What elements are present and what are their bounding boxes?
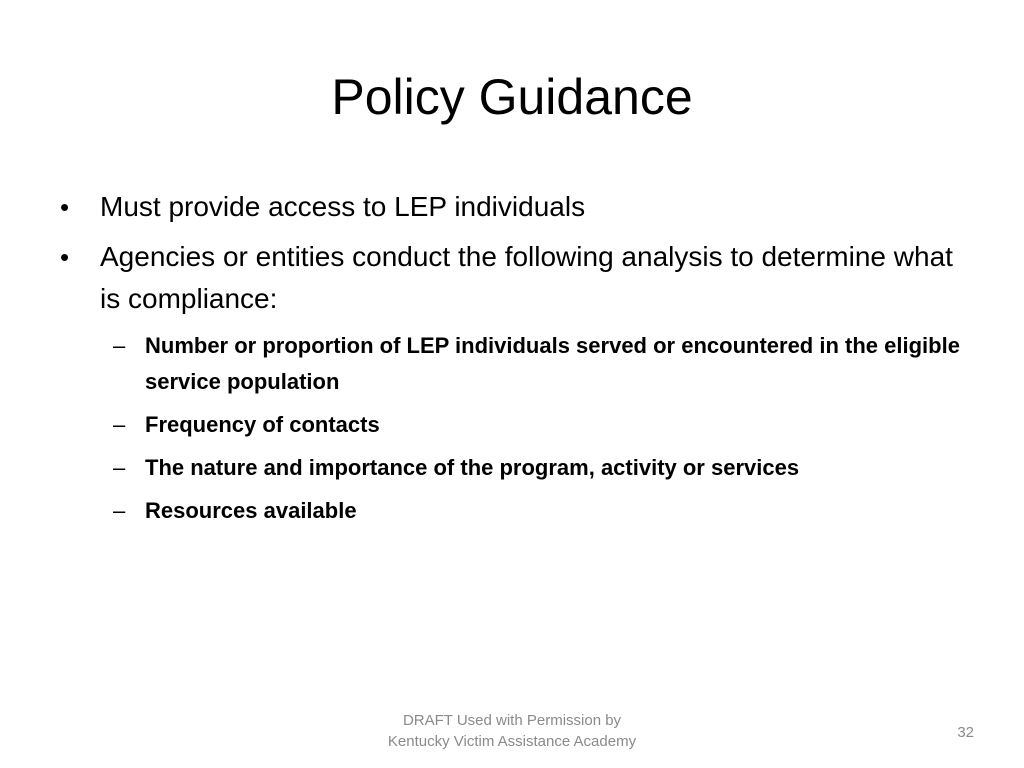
page-number: 32 bbox=[957, 724, 974, 741]
bullet-item bbox=[58, 236, 978, 320]
bullet-item bbox=[58, 186, 978, 228]
slide-body bbox=[58, 186, 978, 536]
footer-line-2: Kentucky Victim Assistance Academy bbox=[387, 733, 637, 750]
slide-footer bbox=[312, 710, 712, 752]
bullet-text: Agencies or entities conduct the following analysis to determine what is compliance: bbox=[100, 241, 953, 314]
dash-icon: – bbox=[113, 333, 126, 358]
sub-bullet-item bbox=[113, 450, 980, 486]
bullet-text: Must provide access to LEP individuals bbox=[100, 191, 586, 222]
slide-title: Policy Guidance bbox=[331, 69, 693, 125]
bullet-icon: • bbox=[60, 192, 70, 222]
sub-bullet-item bbox=[113, 407, 980, 443]
sub-bullet-item bbox=[113, 493, 980, 529]
footer-line-1: DRAFT Used with Permission by bbox=[402, 712, 622, 729]
dash-icon: – bbox=[113, 498, 126, 523]
sub-bullet-item bbox=[113, 328, 980, 400]
sub-bullet-text: Number or proportion of LEP individuals served or encountered in the eligible service population bbox=[145, 333, 960, 394]
dash-icon: – bbox=[113, 455, 126, 480]
sub-bullet-text: Resources available bbox=[145, 498, 357, 523]
sub-bullet-text: The nature and importance of the program, activity or services bbox=[145, 455, 800, 480]
bullet-icon: • bbox=[60, 242, 70, 272]
sub-bullet-text: Frequency of contacts bbox=[145, 412, 380, 437]
dash-icon: – bbox=[113, 412, 126, 437]
